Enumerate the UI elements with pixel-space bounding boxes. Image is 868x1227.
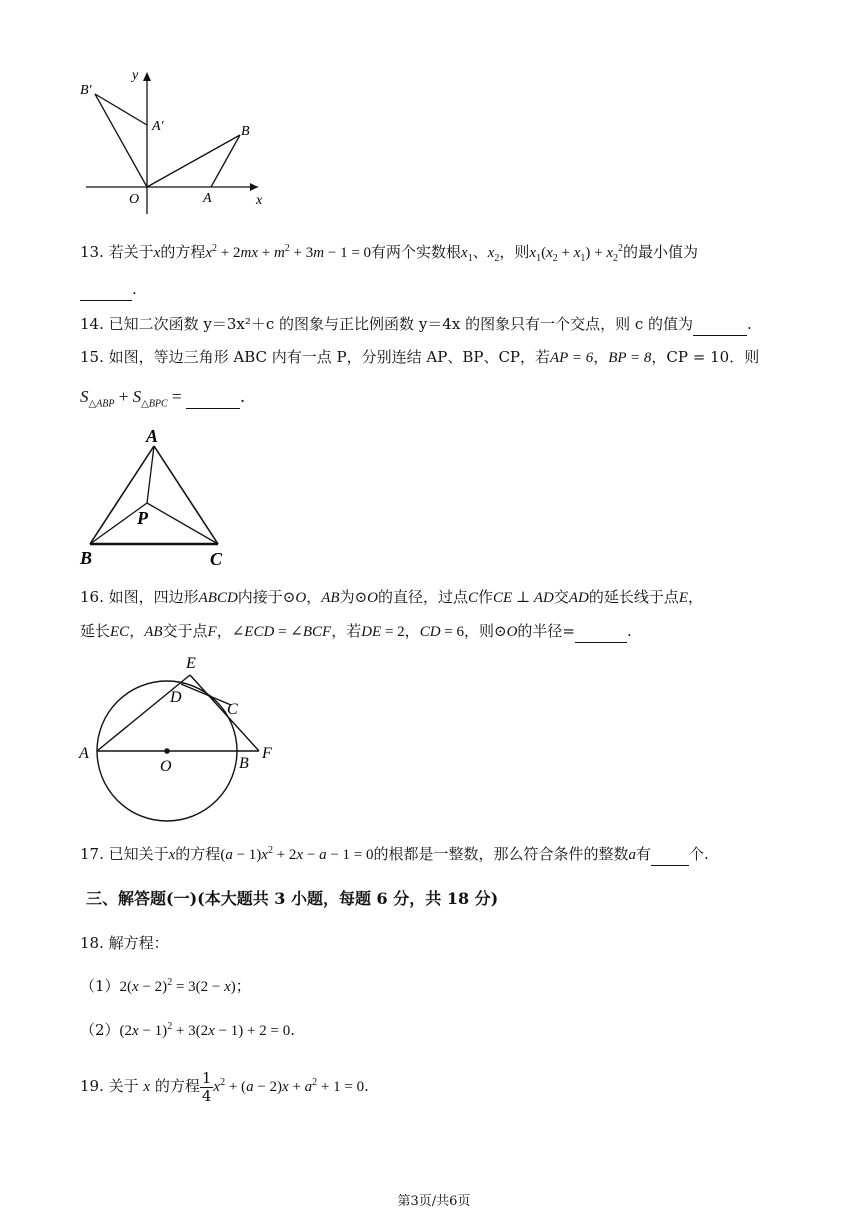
figure-triangle [78, 424, 238, 570]
label-b: B [241, 124, 250, 139]
question-16-line-1: 16. 如图，四边形ABCD内接于⊙O，AB为⊙O的直径，过点C作CE ⊥ AD交AD的延长线于点E， [80, 588, 704, 606]
label-f: F [262, 745, 272, 762]
segment-cp [147, 503, 218, 544]
y-axis-arrow [143, 72, 151, 81]
figure-rotation [78, 62, 278, 220]
label-a: A [146, 426, 159, 446]
answer-blank-14[interactable] [693, 313, 747, 336]
segment-ef [190, 675, 259, 751]
label-o: O [129, 192, 140, 207]
question-18-part-2: $(2)(2x - 1)^2 + 3(2x - 1) + 2 = 0$. [80, 1021, 295, 1039]
label-p: P [137, 508, 148, 528]
label-x: x [256, 193, 263, 208]
side-ac [154, 446, 218, 544]
label-y: y [132, 68, 139, 83]
label-a: A [79, 745, 89, 762]
question-15-expression: $S_{\triangle ABP} + S_{\triangle BPC}$ = . [80, 387, 246, 410]
question-16-line-2: 延长EC，AB交于点F，∠ECD = ∠BCF，若DE = 2，CD = 6，则⊙O的半径= . [80, 620, 632, 643]
question-13: 13. 若关于x的方程$x^2 + 2mx + m^2 + 3m - 1 = 0$有两个实数根$x_1$、$x_2$，则$x_1(x_2 + x_1) + x_2^2$的最小值为 [80, 243, 699, 264]
question-17: 17. 已知关于x的方程$(a - 1)x^2 + 2x - a - 1 = 0$的根都是一整数，那么符合条件的整数a有 个. [80, 840, 709, 866]
segment-ob-prime [95, 94, 147, 187]
answer-blank-17[interactable] [651, 843, 689, 866]
label-o: O [160, 758, 172, 775]
label-b-prime: B′ [80, 83, 92, 98]
question-18-title: 18. 解方程： [80, 934, 169, 952]
segment-dc [181, 684, 231, 705]
answer-blank-15[interactable] [186, 386, 240, 409]
label-b: B [239, 755, 249, 772]
question-15: 15. 如图，等边三角形 ABC 内有一点 P，分别连结 AP、BP、CP，若AP = 6，BP = 8，CP = 10．则 [80, 348, 760, 366]
segment-b-prime-a-prime [95, 94, 147, 125]
answer-blank-16[interactable] [575, 620, 627, 643]
fraction-one-quarter: $\frac{1}{4}$ [201, 1068, 212, 1105]
x-axis-arrow [250, 183, 258, 191]
label-a-prime: A′ [152, 119, 164, 134]
label-b: B [80, 548, 93, 568]
segment-ae [97, 675, 190, 751]
center-point [164, 748, 170, 754]
figure-circle [76, 650, 286, 825]
question-14: 14. 已知二次函数 y＝3x²＋c 的图象与正比例函数 y＝4x 的图象只有一个交点，则 c 的值为 . [80, 313, 752, 336]
label-e: E [186, 655, 196, 672]
answer-blank-13[interactable] [80, 278, 132, 301]
label-d: D [170, 689, 182, 706]
question-19: 19. 关于 x 的方程 $\frac{1}{4}$ $x^2 + (a - 2)x + a^2 + 1 = 0$. [80, 1068, 369, 1105]
page-footer: 第3页/共6页 [397, 1194, 471, 1209]
section-heading: 三、解答题(一)(本大题共 3 小题，每题 6 分，共 18 分) [86, 889, 499, 908]
question-13-answer: . [80, 278, 137, 301]
label-a: A [203, 191, 212, 206]
side-ab [90, 446, 154, 544]
label-c: C [210, 549, 223, 569]
label-c: C [227, 701, 238, 718]
question-18-part-1: $(1)2(x - 2)^2 = 3(2 - x)$； [80, 977, 251, 995]
